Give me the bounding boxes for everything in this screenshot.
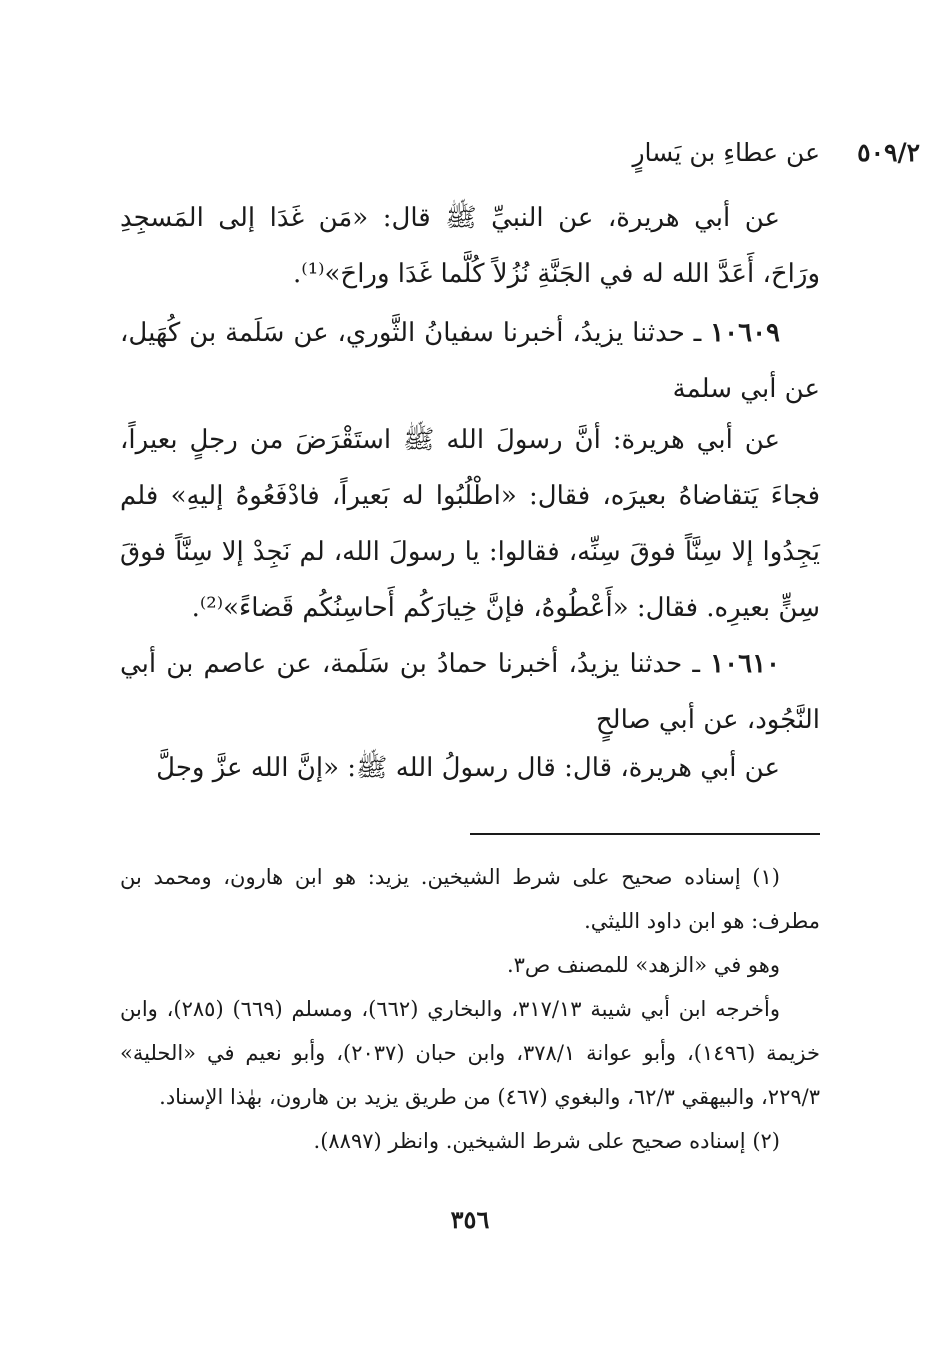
footnotes xyxy=(120,855,820,1163)
passage-isnad-10609 xyxy=(120,305,820,417)
passage-matn-2 xyxy=(120,412,820,636)
running-head-title: عن عطاءِ بن يَسارٍ xyxy=(632,138,820,167)
matn-text: عن أبي هريرة: أنَّ رسولَ الله ﷺ استَقْرَضَ من رجلٍ بعيراً، فجاءَ يَتقاضاهُ بعيرَه، فقال: «اطْلُبُوا له بَعيراً، فادْفَعُوهُ إليهِ» فلم يَجِدُوا إلا سِنَّاً فوقَ سِنِّه، فقالوا: يا رسولَ الله، لم نَجِدْ إلا سِنَّاً فوقَ سِنٍّ بعيرِه. فقال: «أَعْطُوهُ، فإنَّ خِيارَكُم أَحاسِنُكُم قَضاءً»⁽²⁾. xyxy=(120,425,820,623)
hadith-number: ١٠٦٠٩ xyxy=(710,318,780,348)
footnote-1-source: وهو في «الزهد» للمصنف ص٣. xyxy=(506,953,780,977)
matn-text: عن أبي هريرة، عن النبيِّ ﷺ قال: «مَن غَدَا إلى المَسجِدِ ورَاحَ، أَعَدَّ الله له في الجَنَّةِ نُزُلاً كُلَّما غَدَا وراحَ»⁽¹⁾. xyxy=(120,203,820,289)
isnad-paragraph xyxy=(120,636,820,748)
footnote-2: (٢) إسناده صحيح على شرط الشيخين. وانظر (٨٨٩٧). xyxy=(313,1129,780,1153)
footnote-1: (١) إسناده صحيح على شرط الشيخين. يزيد: هو ابن هارون، ومحمد بن مطرف: هو ابن داود الليثي. xyxy=(120,865,820,933)
running-head xyxy=(20,128,920,178)
volume-reference: ٥٠٩/٢ xyxy=(857,138,920,167)
isnad-text: ـ حدثنا يزيدُ، أخبرنا سفيانُ الثَّوري، عن سَلَمة بن كُهَيل، عن أبي سلمة xyxy=(120,318,820,404)
page-number: ٣٥٦ xyxy=(450,1205,490,1234)
footnote-divider xyxy=(470,833,820,835)
passage-matn-3 xyxy=(120,740,820,796)
passage-isnad-10610 xyxy=(120,636,820,748)
matn-text: عن أبي هريرة، قال: قال رسولُ الله ﷺ: «إنَّ الله عزَّ وجلَّ xyxy=(156,753,780,783)
isnad-paragraph xyxy=(120,305,820,417)
passage-matn-1 xyxy=(120,190,820,302)
isnad-text: ـ حدثنا يزيدُ، أخبرنا حمادُ بن سَلَمة، عن عاصم بن أبي النَّجُود، عن أبي صالحٍ xyxy=(120,649,820,735)
footnote-1-takhrij: وأخرجه ابن أبي شيبة ٣١٧/١٣، والبخاري (٦٦٢)، ومسلم (٦٦٩) (٢٨٥)، وابن خزيمة (١٤٩٦)، وأبو عوانة ٣٧٨/١، وابن حبان (٢٠٣٧)، وأبو نعيم في «الحلية» ٢٢٩/٣، والبيهقي ٦٢/٣، والبغوي (٤٦٧) من طريق يزيد بن هارون، بهٰذا الإسناد. xyxy=(120,997,820,1109)
hadith-number: ١٠٦١٠ xyxy=(710,649,780,679)
